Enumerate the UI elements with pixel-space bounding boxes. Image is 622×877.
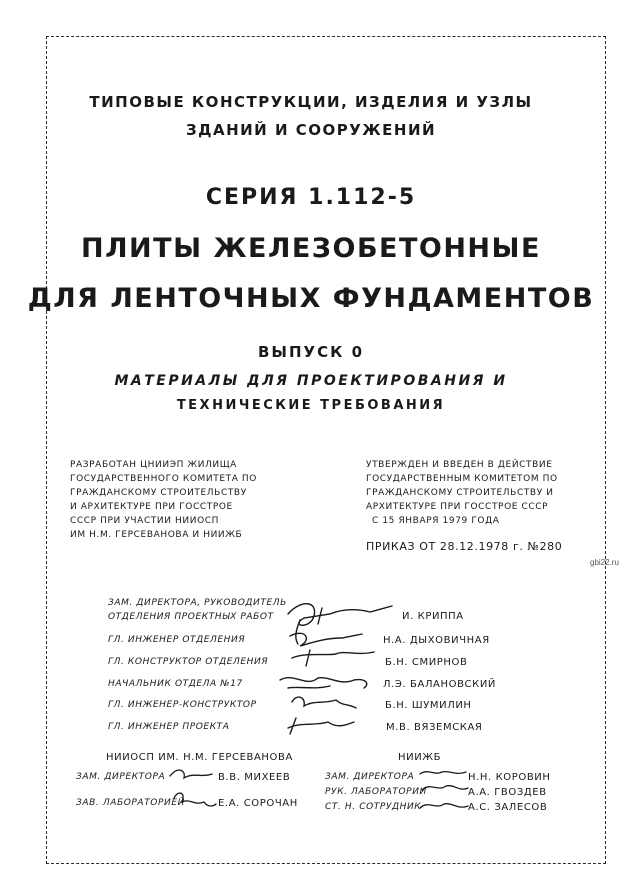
signature-name: И. КРИППА (402, 611, 464, 622)
title-line-2: ДЛЯ ЛЕНТОЧНЫХ ФУНДАМЕНТОВ (27, 283, 595, 314)
series-title: СЕРИЯ 1.112-5 (205, 185, 417, 210)
developed-line: И АРХИТЕКТУРЕ ПРИ ГОССТРОЕ (70, 502, 233, 512)
niizhb-name: А.С. ЗАЛЕСОВ (468, 802, 548, 813)
niiosp-heading: НИИОСП ИМ. Н.М. ГЕРСЕВАНОВА (106, 752, 293, 763)
niiosp-signatures (164, 762, 220, 818)
subtitle-line-2: ТЕХНИЧЕСКИЕ ТРЕБОВАНИЯ (176, 398, 446, 413)
header-line-1: ТИПОВЫЕ КОНСТРУКЦИИ, ИЗДЕЛИЯ И УЗЛЫ (89, 93, 533, 111)
signature-role: ГЛ. КОНСТРУКТОР ОТДЕЛЕНИЯ (108, 657, 269, 667)
watermark: gbi22.ru (590, 558, 619, 567)
developed-line: СССР ПРИ УЧАСТИИ НИИОСП (70, 516, 220, 526)
niizhb-role: СТ. Н. СОТРУДНИК (325, 802, 422, 812)
signature-name: Л.Э. БАЛАНОВСКИЙ (383, 679, 496, 690)
signature-role: ГЛ. ИНЖЕНЕР-КОНСТРУКТОР (108, 700, 257, 710)
order-line: ПРИКАЗ ОТ 28.12.1978 г. №280 (366, 540, 563, 553)
niizhb-role: ЗАМ. ДИРЕКТОРА (325, 772, 415, 782)
approved-line: С 15 ЯНВАРЯ 1979 ГОДА (372, 516, 500, 526)
approved-line: АРХИТЕКТУРЕ ПРИ ГОССТРОЕ СССР (366, 502, 549, 512)
signature-role: ГЛ. ИНЖЕНЕР ОТДЕЛЕНИЯ (108, 635, 246, 645)
niiosp-role: ЗАВ. ЛАБОРАТОРИЕЙ (76, 798, 185, 808)
approved-line: ГОСУДАРСТВЕННЫМ КОМИТЕТОМ ПО (366, 474, 558, 484)
developed-line: ИМ Н.М. ГЕРСЕВАНОВА И НИИЖБ (70, 530, 243, 540)
niizhb-name: Н.Н. КОРОВИН (468, 772, 551, 783)
niizhb-role: РУК. ЛАБОРАТОРИИ (325, 787, 427, 797)
title-line-1: ПЛИТЫ ЖЕЛЕЗОБЕТОННЫЕ (81, 233, 541, 264)
signature-role: НАЧАЛЬНИК ОТДЕЛА №17 (108, 679, 243, 689)
approved-line: ГРАЖДАНСКОМУ СТРОИТЕЛЬСТВУ И (366, 488, 554, 498)
niiosp-name: Е.А. СОРОЧАН (218, 798, 298, 809)
developed-line: ГОСУДАРСТВЕННОГО КОМИТЕТА ПО (70, 474, 257, 484)
niiosp-role: ЗАМ. ДИРЕКТОРА (76, 772, 166, 782)
signature-name: Б.Н. ШУМИЛИН (385, 700, 472, 711)
signature-role: ОТДЕЛЕНИЯ ПРОЕКТНЫХ РАБОТ (108, 612, 274, 622)
approved-line: УТВЕРЖДЕН И ВВЕДЕН В ДЕЙСТВИЕ (366, 460, 553, 470)
signature-role: ЗАМ. ДИРЕКТОРА, РУКОВОДИТЕЛЬ (108, 598, 287, 608)
subtitle-line-1: МАТЕРИАЛЫ ДЛЯ ПРОЕКТИРОВАНИЯ И (114, 373, 508, 389)
developed-line: ГРАЖДАНСКОМУ СТРОИТЕЛЬСТВУ (70, 488, 247, 498)
signature-name: Н.А. ДЫХОВИЧНАЯ (383, 635, 490, 646)
signature-name: М.В. ВЯЗЕМСКАЯ (386, 722, 483, 733)
signature-role: ГЛ. ИНЖЕНЕР ПРОЕКТА (108, 722, 230, 732)
niizhb-heading: НИИЖБ (398, 752, 442, 763)
developed-by-block (70, 458, 257, 542)
header-line-2: ЗДАНИЙ И СООРУЖЕНИЙ (185, 121, 437, 139)
signature-name: Б.Н. СМИРНОВ (385, 657, 468, 668)
handwritten-signatures (270, 596, 410, 746)
niizhb-name: А.А. ГВОЗДЕВ (468, 787, 547, 798)
approved-block (366, 458, 558, 528)
issue-number: ВЫПУСК 0 (257, 343, 365, 361)
developed-line: РАЗРАБОТАН ЦНИИЭП ЖИЛИЩА (70, 460, 237, 470)
niizhb-signatures (416, 764, 472, 818)
niiosp-name: В.В. МИХЕЕВ (218, 772, 291, 783)
